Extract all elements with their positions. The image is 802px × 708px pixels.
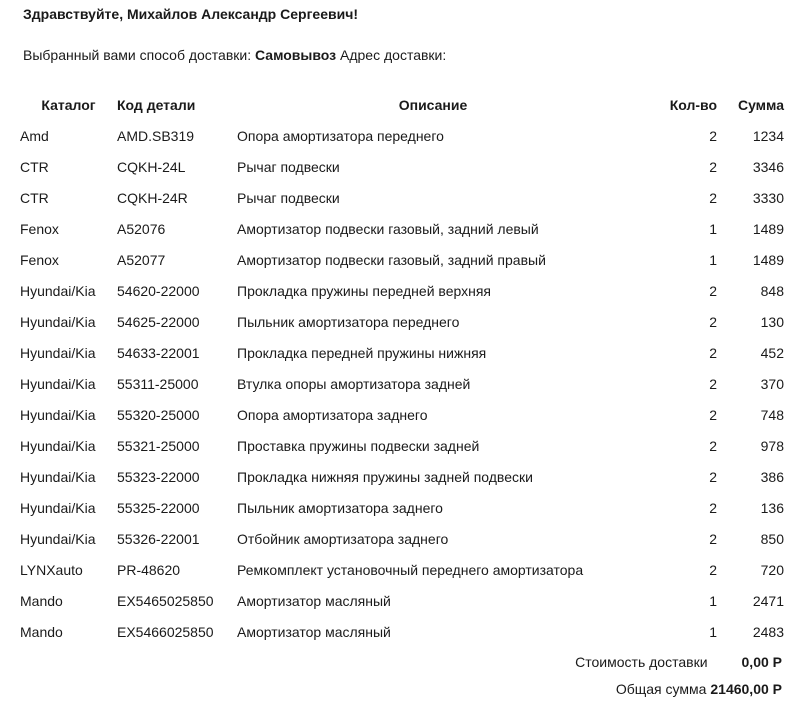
cell-qty: 1: [709, 251, 717, 268]
cell-description: Опора амортизатора заднего: [237, 406, 428, 423]
total-sum-value: 21460,00 Р: [710, 681, 782, 697]
table-row: [20, 275, 784, 306]
cell-catalog: CTR: [20, 189, 49, 206]
cell-sum: 136: [760, 499, 784, 516]
cell-description: Прокладка передней пружины нижняя: [237, 344, 487, 361]
cell-qty: 1: [709, 623, 717, 640]
greeting-heading: Здравствуйте, Михайлов Александр Сергеевич!: [23, 6, 358, 22]
shipping-cost-row: [575, 654, 782, 670]
cell-sum: 978: [760, 437, 784, 454]
cell-code: 55325-22000: [117, 499, 200, 516]
delivery-info: [23, 47, 446, 63]
cell-sum: 1489: [752, 251, 784, 268]
cell-sum: 370: [760, 375, 784, 392]
cell-code: 55321-25000: [117, 437, 200, 454]
table-row: [20, 120, 784, 151]
header-code: Код детали: [117, 96, 196, 113]
cell-sum: 850: [760, 530, 784, 547]
table-row: [20, 213, 784, 244]
header-sum: Сумма: [737, 96, 784, 113]
cell-code: A52077: [117, 251, 166, 268]
cell-code: EX5466025850: [117, 623, 214, 640]
shipping-cost-value: 0,00 Р: [741, 654, 782, 670]
delivery-method-value: Самовывоз: [255, 47, 337, 63]
table-row: [20, 430, 784, 461]
cell-catalog: Fenox: [20, 251, 59, 268]
cell-description: Ремкомплект установочный переднего амортизатора: [237, 561, 584, 578]
cell-catalog: Hyundai/Kia: [20, 468, 96, 485]
cell-description: Проставка пружины подвески задней: [237, 437, 480, 454]
cell-code: 55320-25000: [117, 406, 200, 423]
cell-description: Отбойник амортизатора заднего: [237, 530, 449, 547]
cell-description: Втулка опоры амортизатора задней: [237, 375, 471, 392]
cell-qty: 2: [709, 499, 717, 516]
cell-description: Амортизатор подвески газовый, задний правый: [237, 251, 546, 268]
cell-sum: 848: [760, 282, 784, 299]
cell-sum: 748: [760, 406, 784, 423]
table-row: [20, 585, 784, 616]
cell-description: Пыльник амортизатора переднего: [237, 313, 460, 330]
cell-sum: 3330: [752, 189, 784, 206]
cell-qty: 1: [709, 592, 717, 609]
cell-qty: 2: [709, 313, 717, 330]
cell-catalog: Hyundai/Kia: [20, 499, 96, 516]
cell-qty: 2: [709, 189, 717, 206]
cell-sum: 1234: [752, 127, 784, 144]
table-row: [20, 244, 784, 275]
cell-catalog: LYNXauto: [20, 561, 83, 578]
cell-sum: 1489: [752, 220, 784, 237]
cell-code: 55326-22001: [117, 530, 200, 547]
cell-qty: 2: [709, 282, 717, 299]
cell-catalog: Amd: [20, 127, 49, 144]
cell-sum: 2483: [752, 623, 784, 640]
cell-catalog: Hyundai/Kia: [20, 406, 96, 423]
table-row: [20, 151, 784, 182]
cell-code: 55323-22000: [117, 468, 200, 485]
cell-description: Амортизатор масляный: [237, 592, 391, 609]
table-row: [20, 337, 784, 368]
total-sum-row: [616, 681, 782, 697]
cell-code: CQKH-24R: [117, 189, 188, 206]
cell-description: Амортизатор масляный: [237, 623, 391, 640]
cell-qty: 1: [709, 220, 717, 237]
shipping-cost-label: Стоимость доставки: [575, 654, 708, 670]
order-table: [20, 89, 784, 647]
cell-qty: 2: [709, 127, 717, 144]
cell-catalog: CTR: [20, 158, 49, 175]
header-description: Описание: [398, 96, 468, 113]
cell-code: 54625-22000: [117, 313, 200, 330]
cell-description: Амортизатор подвески газовый, задний левый: [237, 220, 539, 237]
cell-description: Рычаг подвески: [237, 158, 340, 175]
table-row: [20, 368, 784, 399]
cell-code: 54633-22001: [117, 344, 200, 361]
cell-code: EX5465025850: [117, 592, 214, 609]
table-row: [20, 554, 784, 585]
cell-catalog: Hyundai/Kia: [20, 313, 96, 330]
cell-description: Рычаг подвески: [237, 189, 340, 206]
cell-catalog: Hyundai/Kia: [20, 437, 96, 454]
cell-catalog: Hyundai/Kia: [20, 375, 96, 392]
cell-code: 55311-25000: [117, 375, 199, 392]
cell-qty: 2: [709, 375, 717, 392]
delivery-address-label: Адрес доставки:: [340, 47, 447, 63]
cell-code: PR-48620: [117, 561, 181, 578]
cell-catalog: Mando: [20, 623, 63, 640]
cell-sum: 2471: [752, 592, 784, 609]
cell-catalog: Mando: [20, 592, 63, 609]
table-row: [20, 523, 784, 554]
cell-description: Прокладка пружины передней верхняя: [237, 282, 492, 299]
cell-description: Прокладка нижняя пружины задней подвески: [237, 468, 533, 485]
table-row: [20, 461, 784, 492]
cell-code: AMD.SB319: [117, 127, 195, 144]
table-row: [20, 182, 784, 213]
order-rows: [20, 120, 784, 647]
cell-description: Опора амортизатора переднего: [237, 127, 444, 144]
cell-qty: 2: [709, 530, 717, 547]
cell-catalog: Hyundai/Kia: [20, 282, 96, 299]
table-row: [20, 492, 784, 523]
cell-sum: 3346: [752, 158, 784, 175]
cell-code: A52076: [117, 220, 166, 237]
cell-description: Пыльник амортизатора заднего: [237, 499, 443, 516]
cell-sum: 452: [760, 344, 784, 361]
cell-qty: 2: [709, 561, 717, 578]
cell-catalog: Hyundai/Kia: [20, 344, 96, 361]
cell-qty: 2: [709, 344, 717, 361]
cell-qty: 2: [709, 468, 717, 485]
cell-sum: 386: [760, 468, 784, 485]
header-catalog: Каталог: [41, 96, 96, 113]
cell-catalog: Fenox: [20, 220, 59, 237]
cell-sum: 720: [760, 561, 784, 578]
total-sum-label: Общая сумма: [615, 681, 707, 697]
table-header-row: [20, 89, 784, 120]
delivery-method-label: Выбранный вами способ доставки:: [23, 47, 252, 63]
header-qty: Кол-во: [669, 96, 717, 113]
cell-catalog: Hyundai/Kia: [20, 530, 96, 547]
cell-qty: 2: [709, 406, 717, 423]
table-row: [20, 306, 784, 337]
cell-code: CQKH-24L: [117, 158, 186, 175]
table-row: [20, 399, 784, 430]
table-row: [20, 616, 784, 647]
cell-qty: 2: [709, 158, 717, 175]
cell-sum: 130: [760, 313, 784, 330]
cell-code: 54620-22000: [117, 282, 200, 299]
cell-qty: 2: [709, 437, 717, 454]
